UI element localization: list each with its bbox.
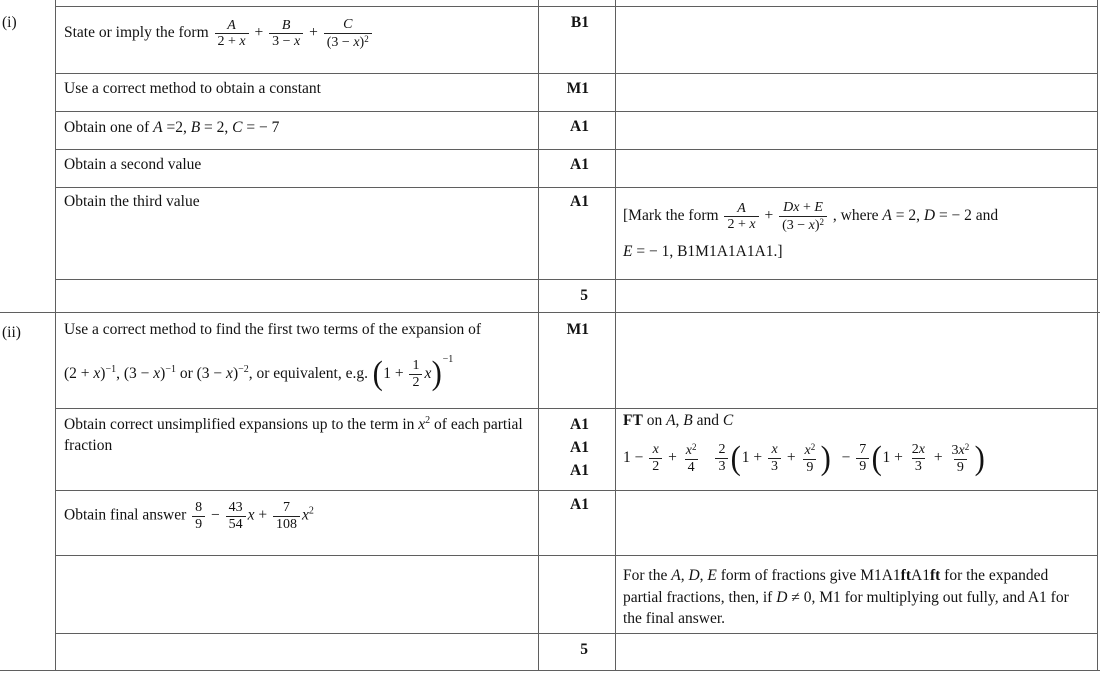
math-txt: ) — [232, 365, 239, 382]
row4-mark: A1 — [570, 156, 589, 173]
row8-comment-line1 — [623, 411, 1093, 432]
math-var: x — [247, 506, 255, 524]
grid-line-vertical-right — [1097, 0, 1098, 670]
math-frac — [192, 500, 205, 532]
math-txt: or (3 − — [175, 365, 227, 382]
grid-line-row8 — [55, 490, 1098, 491]
math-var: A — [227, 17, 236, 33]
math-frac — [269, 18, 303, 50]
math-var: A — [671, 567, 681, 584]
math-txt: A1 — [911, 567, 930, 584]
math-txt: ≠ 0, M1 for multiplying out fully, and A1 for the final answer. — [623, 588, 1069, 627]
math-var: A — [153, 119, 163, 136]
math-var: x — [226, 365, 233, 382]
math-txt: + — [783, 449, 800, 467]
math-txt: [Mark the form — [623, 207, 723, 225]
math-frac — [226, 500, 246, 532]
math-sup: −1 — [165, 364, 176, 375]
fraction-numerator — [734, 201, 749, 217]
fraction-denominator — [779, 216, 827, 234]
math-txt: 43 — [228, 500, 243, 515]
math-txt: 9 — [859, 459, 867, 475]
fraction-numerator — [683, 442, 700, 459]
row10-comment — [623, 565, 1081, 630]
row1-mark: B1 — [570, 14, 589, 31]
fraction-denominator — [192, 516, 205, 533]
math-txt: , — [680, 567, 689, 584]
math-bold: ft — [900, 567, 911, 584]
math-frac — [768, 442, 781, 474]
math-txt: + — [760, 207, 778, 225]
math-txt: 2 — [412, 374, 420, 390]
math-frac — [683, 442, 700, 475]
row2-mark: M1 — [566, 80, 589, 97]
fraction-numerator — [192, 500, 205, 516]
math-txt: (2 + — [64, 365, 94, 382]
math-txt: + — [250, 24, 268, 42]
math-var: A — [666, 412, 676, 429]
math-txt: 7 — [859, 442, 867, 458]
row3-mark: A1 — [570, 118, 589, 135]
math-var: x — [749, 217, 756, 233]
math-txt: 1 + — [383, 365, 408, 382]
row7-line1: Use a correct method to find the first two terms of the expansion of — [64, 321, 482, 338]
math-var: x — [958, 442, 965, 458]
row2-description: Use a correct method to obtain a constant — [64, 80, 321, 97]
math-txt: + — [799, 200, 815, 215]
math-txt: + — [254, 506, 272, 524]
math-frac — [649, 442, 662, 474]
fraction-denominator — [273, 516, 300, 533]
math-txt: + — [664, 449, 681, 467]
math-var: C — [722, 412, 734, 429]
math-txt: 2 — [718, 442, 726, 458]
math-var: D — [776, 588, 788, 606]
row5-comment-line2 — [623, 242, 1093, 263]
math-var: x — [294, 34, 301, 50]
math-txt: form of fractions give M1A1 — [716, 567, 901, 584]
fraction-denominator — [724, 216, 758, 233]
math-txt: 3 — [718, 459, 726, 475]
math-sup: 2 — [819, 216, 825, 227]
grid-line-row10 — [55, 633, 1098, 634]
math-var: C — [232, 119, 243, 136]
math-txt: Obtain final answer — [64, 506, 191, 524]
row8-marks — [539, 413, 602, 482]
math-frac — [409, 358, 422, 390]
fraction-numerator — [409, 358, 422, 374]
fraction-denominator — [912, 458, 925, 475]
row8-mark-1: A1 — [570, 416, 589, 433]
math-txt: + — [305, 24, 322, 42]
math-frac — [715, 442, 728, 474]
grid-line-row3 — [55, 149, 1098, 150]
math-sup: 2 — [810, 441, 816, 452]
fraction-numerator — [856, 442, 869, 458]
math-txt: 2 + — [727, 217, 750, 233]
math-txt: 2 — [911, 442, 919, 458]
math-txt: 3 — [771, 459, 779, 475]
row9-mark: A1 — [570, 496, 589, 513]
row4-description: Obtain a second value — [64, 156, 202, 173]
math-frac — [909, 442, 928, 474]
math-txt: Obtain correct unsimplified expansions up to the term in — [64, 416, 419, 433]
math-txt: 108 — [276, 516, 298, 532]
math-sup: 2 — [964, 441, 970, 452]
fraction-numerator — [909, 442, 928, 458]
fraction-denominator — [226, 516, 246, 533]
fraction-denominator — [215, 33, 249, 50]
math-txt: 1 + — [882, 449, 907, 467]
math-frac — [779, 200, 827, 233]
math-txt: ) — [359, 34, 365, 50]
math-txt: State or imply the form — [64, 24, 213, 42]
row5-mark: A1 — [570, 193, 589, 210]
fraction-numerator — [224, 18, 239, 34]
grid-line-row5 — [55, 279, 1098, 280]
math-sup: −2 — [238, 364, 249, 375]
grid-line-row2 — [55, 111, 1098, 112]
math-bold: ft — [929, 567, 941, 584]
math-txt: , or equivalent, e.g. — [248, 365, 372, 382]
fraction-denominator — [269, 33, 303, 50]
math-var: E — [707, 567, 717, 584]
math-txt: , — [699, 567, 708, 584]
grid-line-row1 — [55, 73, 1098, 74]
fraction-numerator — [949, 442, 973, 459]
math-var: x — [771, 442, 778, 458]
math-var: x — [808, 217, 815, 233]
math-var: A — [737, 200, 746, 216]
row5-comment — [623, 200, 1093, 263]
math-txt: 2 + — [217, 34, 240, 50]
math-sup: 2 — [691, 441, 697, 452]
math-var: D — [688, 567, 700, 584]
math-txt: 2 — [652, 459, 660, 475]
math-txt: ) — [814, 217, 820, 233]
math-txt: for the expanded partial fractions, then, if — [623, 567, 1049, 606]
fraction-numerator — [279, 18, 294, 34]
row8-comment-line2: 1 − $\frac{x}{2}$ + $\frac{x^2}{4}$ $\frac{2}{3}$ (1 + $\frac{x}{3}$ + $\frac{x^2}{9}$ ) − $\frac{7}{9}$ (1 + $\frac{2x}{3}$ + $\frac{3x^2}{9}$ ) — [623, 439, 985, 477]
fraction-numerator — [226, 500, 246, 516]
row7-line2: $(2 + x)^{-1}$, $(3 - x)^{-1}$ or $(3 - x)^{-2}$, or equivalent, e.g. (1 + $\frac{1}{2}$ x)$^{-1}$ — [64, 354, 454, 393]
math-txt: ) — [100, 365, 106, 382]
fraction-numerator — [280, 500, 293, 516]
grid-line-bottom — [0, 670, 1100, 671]
math-var: x — [918, 442, 926, 458]
fraction-denominator — [954, 459, 967, 476]
fraction-numerator — [780, 200, 826, 216]
math-var: x — [804, 442, 811, 458]
math-txt: = 2, — [200, 119, 233, 136]
math-txt: 3 − — [272, 34, 295, 50]
fraction-denominator — [409, 374, 422, 391]
math-sup: −1 — [442, 354, 454, 365]
math-frac — [802, 442, 819, 475]
math-var: x — [418, 416, 426, 433]
math-frac — [724, 201, 758, 233]
math-txt: 9 — [956, 459, 964, 475]
math-txt: and — [692, 412, 723, 429]
fraction-denominator — [685, 459, 698, 476]
fraction-denominator — [768, 458, 781, 475]
row7-description — [64, 321, 540, 391]
math-sup: 2 — [308, 505, 314, 517]
fraction-denominator — [715, 458, 728, 475]
fraction-denominator — [324, 33, 372, 51]
math-txt: 9 — [195, 516, 203, 532]
grid-line-row4 — [55, 187, 1098, 188]
grid-line-row7 — [55, 408, 1098, 409]
math-txt: = − 2 and — [935, 207, 999, 225]
fraction-denominator — [856, 458, 869, 475]
math-var: x — [353, 34, 360, 50]
math-frac — [324, 17, 372, 50]
math-var: x — [93, 365, 101, 382]
math-sup: 2 — [364, 33, 369, 44]
grid-line-row9 — [55, 555, 1098, 556]
math-txt: = − 1, B1M1A1A1A1.] — [632, 243, 783, 261]
row5-description: Obtain the third value — [64, 193, 200, 210]
math-txt: 8 — [195, 500, 203, 515]
math-txt: 54 — [228, 516, 243, 532]
fraction-numerator — [340, 17, 355, 33]
math-txt: − — [207, 506, 224, 524]
math-txt: 4 — [687, 459, 695, 475]
grid-line-section-divider — [0, 312, 1100, 313]
part-i-total: 5 — [580, 287, 588, 304]
math-txt: = − 7 — [242, 119, 280, 136]
math-sup: −1 — [105, 364, 117, 375]
math-txt: Obtain one of — [64, 119, 154, 136]
math-txt: , where — [829, 207, 883, 225]
math-txt: 3 — [914, 459, 922, 475]
math-var: x — [685, 442, 692, 458]
math-var: E — [623, 243, 633, 261]
row3-description — [64, 118, 534, 139]
part-i-label: (i) — [2, 14, 17, 31]
math-txt: 9 — [806, 459, 814, 475]
grid-line-top — [55, 6, 1098, 7]
row1-description — [64, 17, 534, 50]
fraction-numerator — [802, 442, 819, 459]
math-frac — [949, 442, 973, 475]
row8-description — [64, 414, 542, 457]
fraction-denominator — [803, 459, 816, 476]
math-var: x — [302, 506, 309, 524]
part-ii-label: (ii) — [2, 324, 21, 341]
math-var: B — [281, 17, 291, 33]
math-txt: 1 − — [623, 449, 648, 467]
math-var: x — [153, 365, 161, 382]
math-txt: 1 — [412, 358, 420, 374]
math-bold: FT — [623, 412, 643, 429]
math-txt: For the — [623, 567, 672, 584]
math-txt: = 2, — [891, 207, 924, 225]
math-var: Dx — [783, 200, 800, 215]
row8-comment — [623, 411, 1093, 475]
math-txt: , — [675, 412, 684, 429]
math-var: x — [239, 34, 246, 50]
math-txt: ) — [160, 365, 166, 382]
math-var: E — [814, 200, 823, 215]
part-ii-total: 5 — [580, 641, 588, 658]
row8-mark-3: A1 — [570, 462, 589, 479]
math-txt: 3 — [951, 442, 959, 458]
row8-mark-2: A1 — [570, 439, 589, 456]
math-var: B — [683, 412, 693, 429]
math-txt: 1 + — [741, 449, 767, 467]
math-txt: 7 — [283, 500, 291, 515]
math-var: C — [343, 17, 353, 32]
math-txt: (3 − — [326, 34, 354, 50]
row7-mark: M1 — [566, 321, 589, 338]
math-frac — [215, 18, 249, 50]
math-txt: of each partial fraction — [64, 416, 523, 454]
math-frac — [856, 442, 869, 474]
math-txt: (3 − — [782, 217, 809, 233]
fraction-numerator — [715, 442, 728, 458]
math-txt: − — [841, 449, 855, 467]
fraction-numerator — [768, 442, 780, 458]
math-var: B — [190, 119, 201, 136]
grid-line-vertical-left — [55, 0, 56, 670]
math-sup: 2 — [425, 415, 431, 426]
math-txt: =2, — [162, 119, 191, 136]
fraction-numerator — [650, 442, 662, 458]
math-var: x — [424, 365, 432, 382]
grid-line-vertical-marks-right — [615, 0, 616, 670]
row5-comment-line1 — [623, 200, 1093, 233]
math-frac — [273, 500, 300, 532]
math-var: x — [652, 442, 659, 458]
math-var: A — [882, 207, 892, 225]
fraction-denominator — [649, 458, 662, 475]
math-txt: , (3 − — [116, 365, 154, 382]
row9-description — [64, 500, 534, 532]
math-txt: on — [642, 412, 667, 429]
math-var: D — [923, 207, 936, 225]
math-txt: + — [930, 449, 947, 467]
